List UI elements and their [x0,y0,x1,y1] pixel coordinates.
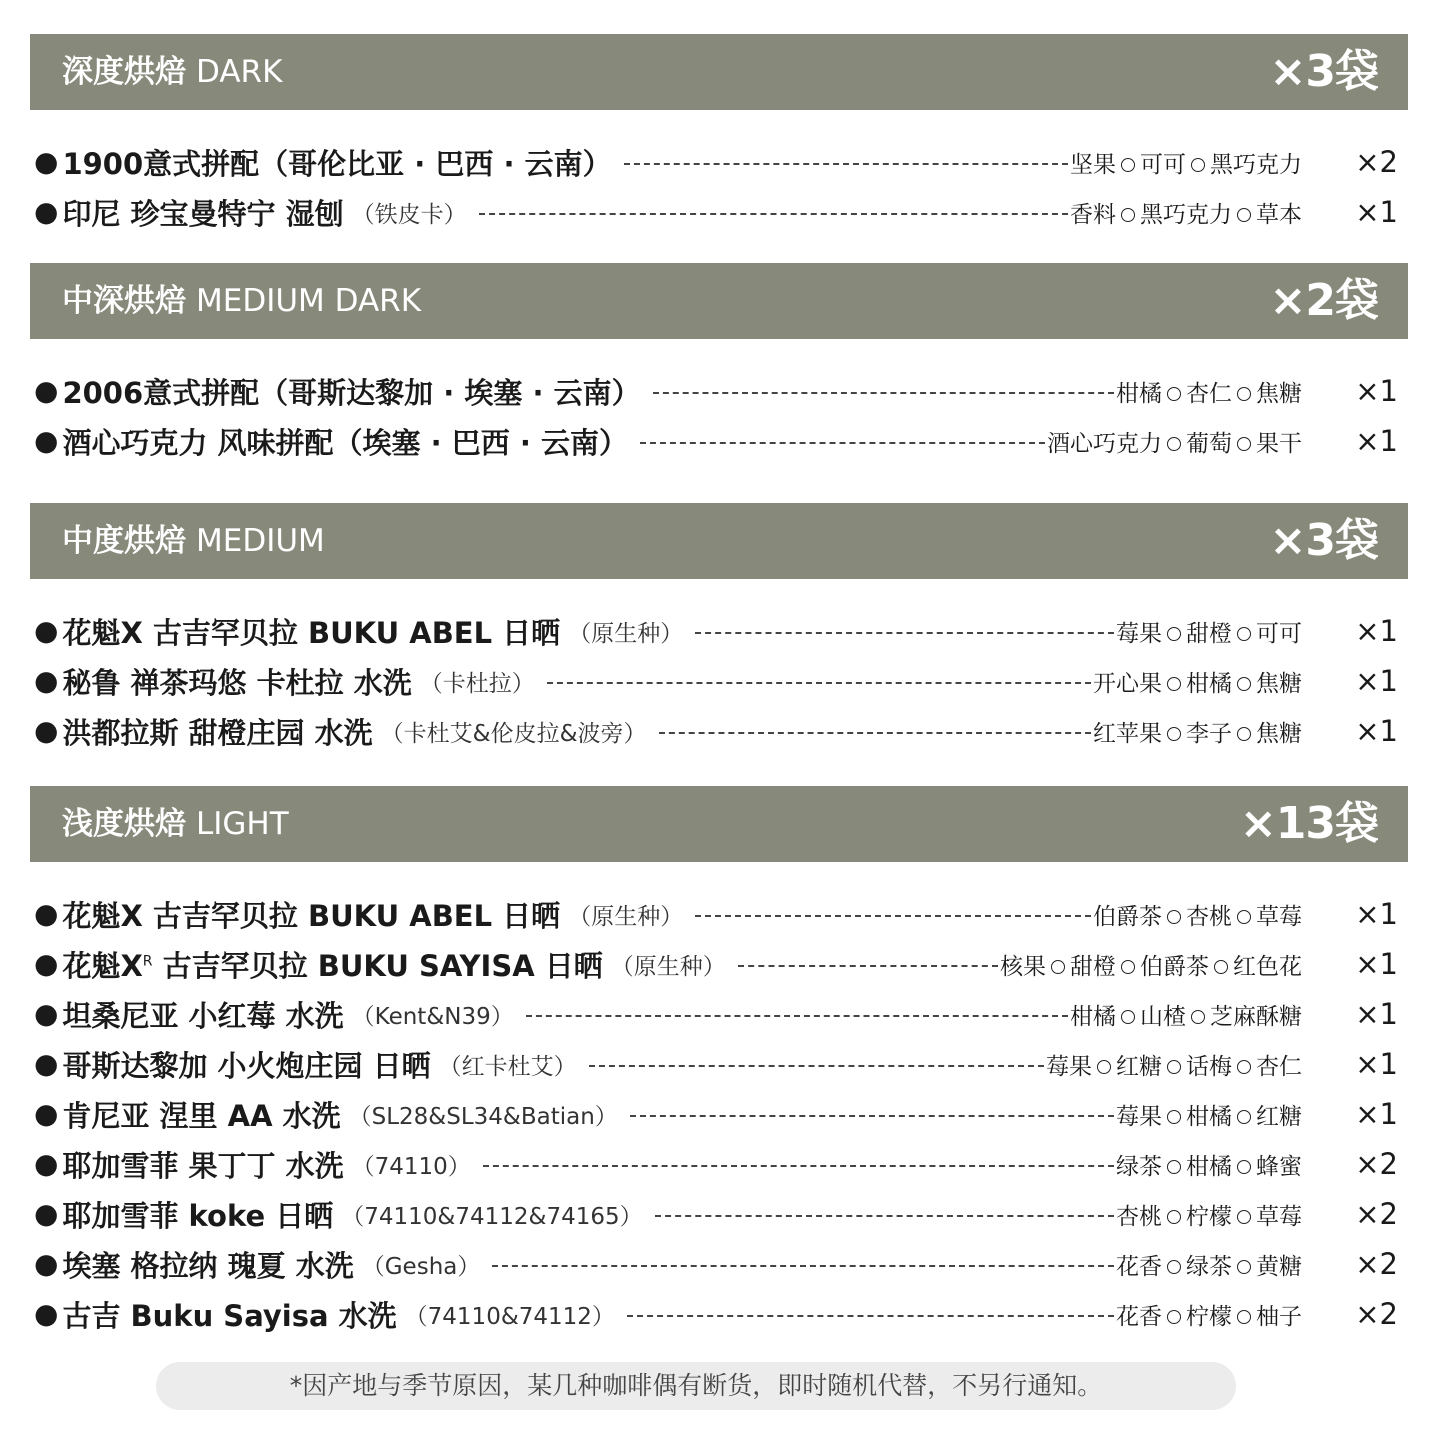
bullet-icon: ● [34,145,59,178]
list-item [34,1044,1400,1084]
list-item [34,611,1400,651]
circle-separator-icon [1214,960,1228,974]
section-title-en: DARK [196,54,283,90]
coffee-name [62,711,372,752]
quantity: ×1 [1355,664,1398,698]
circle-separator-icon [1167,1310,1181,1324]
flavor-note: 绿茶 [1186,1253,1232,1280]
coffee-variety: （SL28&SL34&Batian） [348,1103,618,1130]
coffee-name [62,994,343,1035]
flavor-note: 杏桃 [1186,903,1232,930]
flavor-note: 柠檬 [1186,1303,1232,1330]
flavor-note: 杏桃 [1116,1203,1162,1230]
flavor-note: 杏仁 [1186,380,1232,407]
registered-mark: R [142,952,153,969]
coffee-name-text: 古吉 Buku Sayisa 水洗 [62,1298,397,1333]
circle-separator-icon [1237,1060,1251,1074]
circle-separator-icon [1167,627,1181,641]
coffee-name [62,421,628,462]
coffee-name [62,371,640,412]
flavor-note: 核果 [1000,953,1046,980]
section-title [62,263,421,339]
flavor-note: 黑巧克力 [1210,151,1302,178]
circle-separator-icon [1121,1010,1135,1024]
coffee-variety: （74110&74112&74165） [341,1203,643,1230]
flavor-note: 伯爵茶 [1093,903,1162,930]
coffee-name [62,894,560,935]
circle-separator-icon [1167,1260,1181,1274]
section-title-zh: 深度烘焙 [62,54,186,90]
coffee-name [62,192,343,233]
section-title [62,34,282,110]
circle-separator-icon [1237,1160,1251,1174]
coffee-name-text: 洪都拉斯 甜橙庄园 水洗 [62,715,373,750]
circle-separator-icon [1237,437,1251,451]
flavor-note: 柑橘 [1186,1153,1232,1180]
circle-separator-icon [1167,1110,1181,1124]
circle-separator-icon [1167,387,1181,401]
quantity: ×2 [1355,1247,1398,1281]
bullet-icon: ● [34,1247,59,1280]
coffee-name [62,1044,430,1085]
bullet-icon: ● [34,1097,59,1130]
bullet-icon: ● [34,714,59,747]
coffee-variety: （卡杜拉） [419,670,535,697]
flavor-note: 话梅 [1186,1053,1232,1080]
flavor-note: 柑橘 [1070,1003,1116,1030]
flavor-note: 黄糖 [1256,1253,1302,1280]
dashed-leader [547,682,1091,684]
flavor-note: 莓果 [1046,1053,1092,1080]
flavor-note: 草莓 [1256,1203,1302,1230]
quantity: ×1 [1355,997,1398,1031]
circle-separator-icon [1167,677,1181,691]
section-title-zh: 浅度烘焙 [62,806,186,842]
section-bag-count: ×13袋 [1239,798,1378,849]
flavor-note: 焦糖 [1256,720,1302,747]
flavor-note: 花香 [1116,1303,1162,1330]
flavor-note: 红糖 [1256,1103,1302,1130]
flavor-notes [1070,998,1302,1031]
flavor-note: 焦糖 [1256,380,1302,407]
coffee-variety: （原生种） [568,903,684,930]
circle-separator-icon [1237,1210,1251,1224]
dashed-leader [627,1315,1114,1317]
quantity: ×2 [1355,1297,1398,1331]
quantity: ×1 [1355,1097,1398,1131]
section-header [30,263,1408,339]
flavor-notes [1046,1048,1302,1081]
coffee-variety: （原生种） [568,620,684,647]
flavor-notes [1116,1198,1302,1231]
dashed-leader [738,965,998,967]
dashed-leader [526,1015,1068,1017]
section-bag-count: ×2袋 [1269,275,1378,326]
flavor-note: 焦糖 [1256,670,1302,697]
list-item [34,1194,1400,1234]
circle-separator-icon [1237,208,1251,222]
coffee-name [62,661,411,702]
dashed-leader [479,213,1068,215]
footer-note: *因产地与季节原因，某几种咖啡偶有断货，即时随机代替，不另行通知。 [156,1362,1236,1410]
flavor-note: 黑巧克力 [1140,201,1232,228]
list-item [34,371,1400,411]
circle-separator-icon [1167,1060,1181,1074]
bullet-icon: ● [34,1197,59,1230]
flavor-notes [1116,1248,1302,1281]
flavor-note: 果干 [1256,430,1302,457]
dashed-leader [653,392,1114,394]
dashed-leader [630,1115,1114,1117]
circle-separator-icon [1121,960,1135,974]
bullet-icon: ● [34,897,59,930]
coffee-name-text: 酒心巧克力 风味拼配（埃塞 · 巴西 · 云南） [62,425,628,460]
dashed-leader [659,732,1091,734]
circle-separator-icon [1237,910,1251,924]
circle-separator-icon [1191,1010,1205,1024]
section-title-en: LIGHT [196,806,289,842]
flavor-note: 芝麻酥糖 [1210,1003,1302,1030]
circle-separator-icon [1097,1060,1111,1074]
flavor-notes [1070,196,1302,229]
coffee-name [62,142,611,183]
flavor-notes [1000,948,1302,981]
list-item [34,944,1400,984]
coffee-name-text: 耶加雪菲 koke 日晒 [62,1198,334,1233]
flavor-note: 开心果 [1093,670,1162,697]
bullet-icon: ● [34,424,59,457]
coffee-name [62,1094,340,1135]
circle-separator-icon [1167,1160,1181,1174]
flavor-note: 柚子 [1256,1303,1302,1330]
coffee-name-text: 坦桑尼亚 小红莓 水洗 [62,998,344,1033]
quantity: ×1 [1355,195,1398,229]
flavor-note: 柑橘 [1186,1103,1232,1130]
bullet-icon: ● [34,374,59,407]
coffee-name-text: 花魁X 古吉罕贝拉 BUKU ABEL 日晒 [62,898,561,933]
coffee-name-text: 花魁X 古吉罕贝拉 BUKU ABEL 日晒 [62,615,561,650]
coffee-name-text: 耶加雪菲 果丁丁 水洗 [62,1148,344,1183]
circle-separator-icon [1167,910,1181,924]
section-title [62,786,289,862]
section-title-zh: 中深烘焙 [62,283,186,319]
coffee-name [62,1144,343,1185]
section-title-en: MEDIUM DARK [196,283,422,319]
dashed-leader [589,1065,1044,1067]
quantity: ×1 [1355,897,1398,931]
flavor-notes [1047,425,1302,458]
list-item [34,192,1400,232]
flavor-note: 蜂蜜 [1256,1153,1302,1180]
dashed-leader [624,163,1068,165]
circle-separator-icon [1191,158,1205,172]
coffee-variety: （卡杜艾&伦皮拉&波旁） [380,720,647,747]
flavor-note: 柠檬 [1186,1203,1232,1230]
flavor-note: 草莓 [1256,903,1302,930]
coffee-variety: （Gesha） [361,1253,481,1280]
flavor-notes [1093,715,1302,748]
flavor-notes [1116,375,1302,408]
dashed-leader [695,915,1091,917]
flavor-note: 可可 [1140,151,1186,178]
list-item [34,1144,1400,1184]
flavor-note: 葡萄 [1186,430,1232,457]
coffee-name [62,1244,353,1285]
circle-separator-icon [1237,1260,1251,1274]
coffee-name-text: 2006意式拼配（哥斯达黎加 · 埃塞 · 云南） [62,375,641,410]
coffee-name-text: 肯尼亚 涅里 AA 水洗 [62,1098,341,1133]
flavor-notes [1093,665,1302,698]
coffee-name [62,944,602,985]
section-header [30,34,1408,110]
flavor-note: 莓果 [1116,1103,1162,1130]
bullet-icon: ● [34,997,59,1030]
bullet-icon: ● [34,947,59,980]
coffee-name-text: 花魁X [62,948,143,983]
section-title [62,503,325,579]
list-item [34,142,1400,182]
list-item [34,661,1400,701]
circle-separator-icon [1051,960,1065,974]
coffee-name-text: 1900意式拼配（哥伦比亚 · 巴西 · 云南） [62,146,612,181]
flavor-notes [1093,898,1302,931]
coffee-variety: （红卡杜艾） [438,1053,577,1080]
circle-separator-icon [1237,1110,1251,1124]
flavor-note: 花香 [1116,1253,1162,1280]
coffee-name [62,1294,396,1335]
dashed-leader [655,1215,1114,1217]
coffee-variety: （74110&74112） [404,1303,615,1330]
flavor-note: 李子 [1186,720,1232,747]
circle-separator-icon [1167,727,1181,741]
list-item [34,421,1400,461]
circle-separator-icon [1237,677,1251,691]
coffee-name-text: 埃塞 格拉纳 瑰夏 水洗 [62,1248,354,1283]
bullet-icon: ● [34,1047,59,1080]
coffee-name-text-cont: 古吉罕贝拉 BUKU SAYISA 日晒 [152,948,603,983]
flavor-note: 草本 [1256,201,1302,228]
circle-separator-icon [1237,387,1251,401]
flavor-note: 甜橙 [1070,953,1116,980]
section-title-zh: 中度烘焙 [62,523,186,559]
flavor-notes [1070,146,1302,179]
flavor-note: 甜橙 [1186,620,1232,647]
flavor-note: 杏仁 [1256,1053,1302,1080]
bullet-icon: ● [34,1297,59,1330]
section-bag-count: ×3袋 [1269,46,1378,97]
circle-separator-icon [1237,627,1251,641]
flavor-note: 绿茶 [1116,1153,1162,1180]
quantity: ×1 [1355,424,1398,458]
flavor-note: 红苹果 [1093,720,1162,747]
coffee-variety: （Kent&N39） [351,1003,514,1030]
flavor-note: 山楂 [1140,1003,1186,1030]
list-item [34,1244,1400,1284]
circle-separator-icon [1121,158,1135,172]
dashed-leader [695,632,1114,634]
flavor-note: 酒心巧克力 [1047,430,1162,457]
circle-separator-icon [1167,1210,1181,1224]
quantity: ×1 [1355,1047,1398,1081]
quantity: ×2 [1355,1147,1398,1181]
quantity: ×1 [1355,374,1398,408]
section-header [30,786,1408,862]
dashed-leader [483,1165,1114,1167]
flavor-note: 柑橘 [1116,380,1162,407]
list-item [34,994,1400,1034]
coffee-name-text: 哥斯达黎加 小火炮庄园 日晒 [62,1048,431,1083]
bullet-icon: ● [34,614,59,647]
bullet-icon: ● [34,195,59,228]
flavor-note: 坚果 [1070,151,1116,178]
list-item [34,894,1400,934]
flavor-notes [1116,615,1302,648]
flavor-note: 可可 [1256,620,1302,647]
flavor-note: 红糖 [1116,1053,1162,1080]
circle-separator-icon [1121,208,1135,222]
list-item [34,1094,1400,1134]
quantity: ×1 [1355,714,1398,748]
quantity: ×1 [1355,947,1398,981]
circle-separator-icon [1167,437,1181,451]
quantity: ×2 [1355,1197,1398,1231]
flavor-notes [1116,1298,1302,1331]
flavor-note: 莓果 [1116,620,1162,647]
coffee-variety: （原生种） [610,953,726,980]
flavor-notes [1116,1148,1302,1181]
flavor-note: 柑橘 [1186,670,1232,697]
quantity: ×2 [1355,145,1398,179]
section-bag-count: ×3袋 [1269,515,1378,566]
flavor-note: 红色花 [1233,953,1302,980]
list-item [34,711,1400,751]
flavor-notes [1116,1098,1302,1131]
coffee-variety: （铁皮卡） [351,201,467,228]
bullet-icon: ● [34,1147,59,1180]
dashed-leader [492,1265,1114,1267]
list-item [34,1294,1400,1334]
circle-separator-icon [1237,1310,1251,1324]
coffee-name [62,1194,333,1235]
flavor-note: 伯爵茶 [1140,953,1209,980]
bullet-icon: ● [34,664,59,697]
coffee-name-text: 秘鲁 禅茶玛悠 卡杜拉 水洗 [62,665,412,700]
coffee-name-text: 印尼 珍宝曼特宁 湿刨 [62,196,344,231]
coffee-name [62,611,560,652]
section-title-en: MEDIUM [196,523,325,559]
section-header [30,503,1408,579]
coffee-variety: （74110） [351,1153,471,1180]
dashed-leader [640,442,1045,444]
circle-separator-icon [1237,727,1251,741]
flavor-note: 香料 [1070,201,1116,228]
quantity: ×1 [1355,614,1398,648]
